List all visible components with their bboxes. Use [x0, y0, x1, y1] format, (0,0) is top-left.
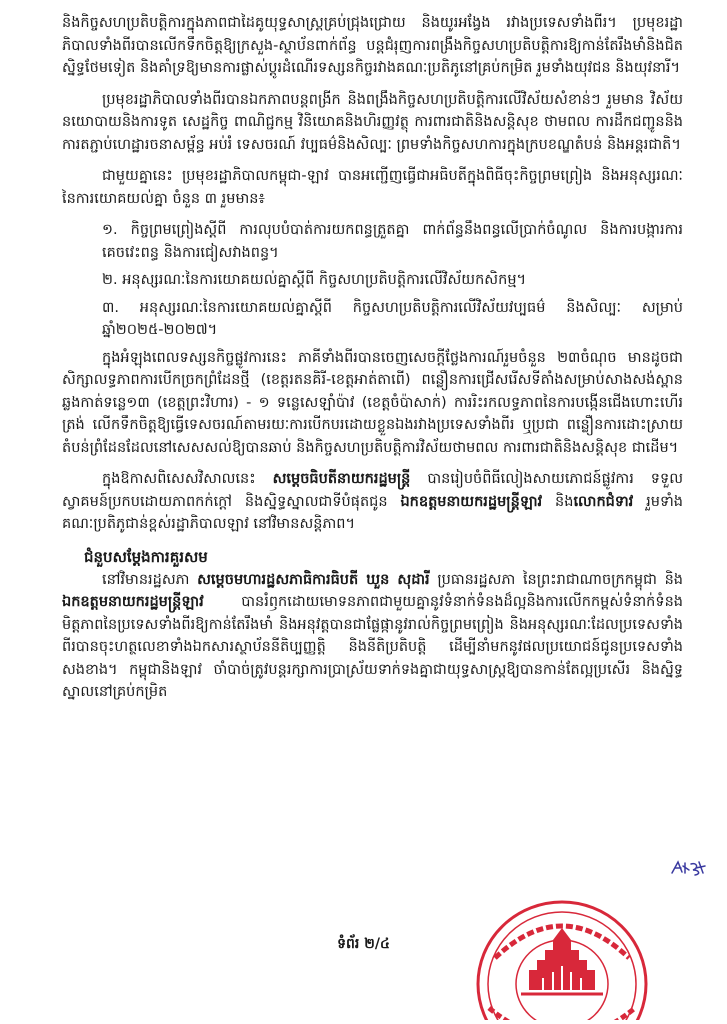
- paragraph-5: [62, 468, 683, 536]
- paragraph-2: ប្រមុខរដ្ឋាភិបាលទាំងពីរបានឯកភាពបន្តពង្រីក និងពង្រឹងកិច្ចសហប្រតិបត្តិការលើវិស័យសំខាន់ៗ រួមមាន វិស័យនយោបាយនិងការទូត សេដ្ឋកិច្ច ពាណិជ្ជកម្ម វិនិយោគនិងហិរញ្ញវត្ថុ ការពារជាតិនិងសន្តិសុខ ថាមពល ការដឹកជញ្ជូននិងការតភ្ជាប់ហេដ្ឋារចនាសម្ព័ន្ធ អប់រំ ទេសចរណ៍ វប្បធម៌និងសិល្បៈ ព្រមទាំងកិច្ចសហការក្នុងក្របខណ្ឌតំបន់ និងអន្តរជាតិ។: [62, 91, 683, 153]
- agreement-item-1: ១. កិច្ចព្រមព្រៀងស្តីពី ការលុបបំបាត់ការយកពន្ធត្រួតគ្នា ពាក់ព័ន្ធនឹងពន្ធលើប្រាក់ចំណូល និងការបង្ការការគេចវេះពន្ធ និងការជៀសវាងពន្ធ។: [102, 222, 683, 261]
- paragraph-5-bold-laos-pm: ឯកឧត្តមនាយករដ្ឋមន្ត្រីឡាវ: [400, 493, 543, 510]
- paragraph-1: និងកិច្ចសហប្រតិបត្តិការក្នុងភាពជាដៃគូយុទ្ធសាស្ត្រគ្រប់ជ្រុងជ្រោយ និងយូរអង្វែង រវាងប្រទេសទាំងពីរ។ ប្រមុខរដ្ឋាភិបាលទាំងពីរបានលើកទឹកចិត្តឱ្យក្រសួង-ស្ថាប័នពាក់ព័ន្ធ បន្តជំរុញការពង្រឹងកិច្ចសហប្រតិបត្តិការឱ្យកាន់តែរឹងមាំនិងជិតស្និទ្ធថែមទៀត និងគាំទ្រឱ្យមានការផ្លាស់ប្តូរដំណើរទស្សនកិច្ចរវាងគណៈប្រតិភូនៅគ្រប់កម្រិត រួមទាំងយុវជន និងយុវនារី។: [62, 15, 683, 76]
- paragraph-5-bold-lady: លោកជំទាវ: [573, 493, 634, 510]
- official-seal-icon: [473, 898, 651, 1020]
- agreement-item-2: ២. អនុស្សរណៈនៃការយោគយល់គ្នាស្តីពី កិច្ចសហប្រតិបត្តិការលើវិស័យកសិកម្ម។: [102, 272, 527, 288]
- paragraph-5-text-b: បានរៀបចំពិធីលៀងសាយភោជន៍ផ្លូវការ ទទួលស្វាគមន៍ប្រកបដោយភាពកក់ក្តៅ និងស្និទ្ធស្នាលជាទីបំផុតជូន: [62, 471, 684, 510]
- handwritten-initials-icon: [669, 858, 709, 878]
- page-number: ទំព័រ ២/៤: [337, 936, 390, 952]
- paragraph-6-bold-president: សម្តេចមហារដ្ឋសភាធិការធិបតី ឃួន សុដារី: [197, 571, 430, 588]
- paragraph-6-text-c: បានរំឭកដោយមោទនភាពជាមួយគ្នានូវទំនាក់ទំនងដ៏ល្អនិងការលើកកម្ពស់ទំនាក់ទំនងមិត្តភាពនៃប្រទេសទាំងពីរឱ្យកាន់តែរឹងមាំ និងអនុវត្តបានជាផ្លែផ្កានូវរាល់កិច្ចព្រមព្រៀង និងអនុស្សរណៈដែលប្រទេសទាំងពីរបានចុះហត្ថលេខាទាំងឯកសារស្ថាប័ននីតិប្បញ្ញត្តិ និងនីតិប្រតិបត្តិ ដើម្បីនាំមកនូវផលប្រយោជន៍ជូនប្រទេសទាំងសងខាង។ កម្ពុជានិងឡាវ ចាំបាច់ត្រូវបន្តរក្សាការប្រាស្រ័យទាក់ទងគ្នាជាយុទ្ធសាស្ត្រឱ្យបានកាន់តែល្អប្រសើរ និងស្និទ្ធស្នាលនៅគ្រប់កម្រិត: [62, 594, 683, 700]
- paragraph-5-text-c: និង: [542, 493, 574, 510]
- paragraph-6: [62, 569, 683, 704]
- paragraph-6-text-a: នៅវិមានរដ្ឋសភា: [102, 571, 198, 588]
- section-heading: ជំនួបសម្តែងការគួរសម: [84, 547, 208, 566]
- paragraph-6-bold-laos-pm: ឯកឧត្តមនាយករដ្ឋមន្ត្រីឡាវ: [62, 594, 204, 610]
- paragraph-3: ជាមួយគ្នានេះ ប្រមុខរដ្ឋាភិបាលកម្ពុជា-ឡាវ បានអញ្ជើញធ្វើជាអធិបតីក្នុងពិធីចុះកិច្ចព្រមព្រៀង និងអនុស្សរណៈនៃការយោគយល់គ្នា ចំនួន ៣ រួមមាន៖: [62, 168, 683, 207]
- paragraph-5-bold-title: សម្តេចធិបតីនាយករដ្ឋមន្ត្រី: [272, 471, 411, 487]
- paragraph-5-text-a: ក្នុងឱកាសពិសេសវិសាលនេះ: [102, 471, 273, 487]
- paragraph-5-text-d: រួមទាំងគណៈប្រតិភូជាន់ខ្ពស់រដ្ឋាភិបាលឡាវ នៅវិមានសន្តិភាព។: [62, 493, 683, 532]
- agreement-item-3: ៣. អនុស្សរណៈនៃការយោគយល់គ្នាស្តីពី កិច្ចសហប្រតិបត្តិការលើវិស័យវប្បធម៌ និងសិល្បៈ សម្រាប់ឆ្នាំ២០២៥-២០២៧។: [102, 299, 683, 338]
- paragraph-6-text-b: ប្រធានរដ្ឋសភា នៃព្រះរាជាណាចក្រកម្ពុជា និង: [429, 571, 683, 588]
- paragraph-4: ក្នុងអំឡុងពេលទស្សនកិច្ចផ្លូវការនេះ ភាគីទាំងពីរបានចេញសេចក្តីថ្លែងការណ៍រួមចំនួន ២៣ចំណុច មានដូចជា សិក្សាលទ្ធភាពការបើកច្រកព្រំដែនថ្មី (ខេត្តរតនគិរី-ខេត្តអាត់តាពើ) ពន្លឿនការជ្រើសរើសទីតាំងសម្រាប់សាងសង់ស្ពានឆ្លងកាត់ទន្លេ១៣ (ខេត្តព្រះវិហារ) - ១ ទន្លេសេឡាំប៉ាវ (ខេត្តចំប៉ាសាក់) ការរិះរកលទ្ធភាពនៃការបង្កើនជើងហោះហើរត្រង់ លើកទឹកចិត្តឱ្យធ្វើទេសចរណ៍តាមរយៈការបើកបរដោយខ្លួនឯងរវាងប្រទេសទាំងពីរ ឬប្រជា ពន្លឿនការដោះស្រាយតំបន់ព្រំដែនដែលនៅសេសសល់ឱ្យបានឆាប់ និងកិច្ចសហប្រតិបត្តិការវិស័យថាមពល ការពារជាតិនិងសន្តិសុខ ជាដើម។: [62, 349, 683, 456]
